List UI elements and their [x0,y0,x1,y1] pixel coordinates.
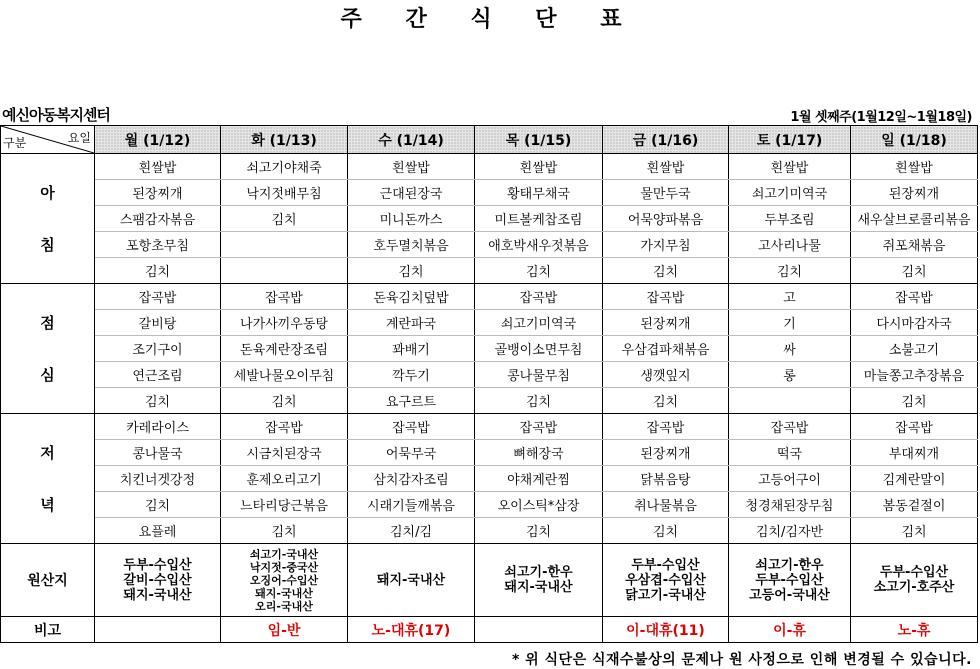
note-cell [475,617,603,643]
menu-item: 김치 [475,258,603,284]
menu-item: 흰쌀밥 [603,154,729,180]
menu-item: 새우살브로콜리볶음 [851,206,978,232]
menu-item: 깍두기 [348,362,475,388]
dinner-row [1,492,978,518]
origin-cell [729,544,851,617]
menu-item: 카레라이스 [95,414,221,440]
day-header: 토 (1/17) [729,126,851,154]
menu-item: 김치 [95,492,221,518]
menu-item: 김치 [221,206,348,232]
note-cell: 이-휴 [729,617,851,643]
menu-item: 김치/김자반 [729,518,851,544]
dinner-row [1,440,978,466]
dinner-row [1,518,978,544]
corner-cell [1,126,95,154]
menu-item: 잡곡밥 [729,414,851,440]
note-cell: 이-대휴(11) [603,617,729,643]
menu-item: 애호박새우젓볶음 [475,232,603,258]
menu-item: 된장찌개 [603,310,729,336]
menu-item: 물만두국 [603,180,729,206]
menu-item: 콩나물무침 [475,362,603,388]
week-period: 1월 셋째주(1월12일~1월18일) [790,110,972,125]
menu-item: 닭볶음탕 [603,466,729,492]
breakfast-label-bottom: 침 [40,235,55,254]
menu-item: 김치 [95,388,221,414]
menu-item: 돈육김치덮밥 [348,284,475,310]
menu-item: 잡곡밥 [475,284,603,310]
origin-line: 낙지젓-중국산 [249,560,319,574]
lunch-row [1,284,978,310]
menu-item: 세발나물오이무침 [221,362,348,388]
menu-table [0,125,978,643]
menu-item: 호두멸치볶음 [348,232,475,258]
breakfast-label [1,154,95,284]
origin-line: 두부-수입산 [631,557,700,573]
origin-line: 오징어-수입산 [249,573,319,587]
menu-item: 나가사끼우동탕 [221,310,348,336]
menu-item: 김치 [95,258,221,284]
menu-item: 어묵양파볶음 [603,206,729,232]
menu-item: 떡국 [729,440,851,466]
origin-line: 갈비-수입산 [123,572,192,588]
menu-body [1,154,978,643]
lunch-row [1,310,978,336]
menu-item: 스팸감자볶음 [95,206,221,232]
menu-item: 김치 [729,258,851,284]
menu-item: 소불고기 [851,336,978,362]
menu-item: 꽈배기 [348,336,475,362]
breakfast-row [1,206,978,232]
origin-cell [851,544,978,617]
menu-item: 잡곡밥 [95,284,221,310]
menu-item: 계란파국 [348,310,475,336]
menu-item: 미트볼케찹조림 [475,206,603,232]
lunch-label [1,284,95,414]
menu-item: 포항초무침 [95,232,221,258]
lunch-label-top: 점 [40,313,55,332]
menu-item: 야채계란찜 [475,466,603,492]
breakfast-label-top: 아 [40,183,55,202]
menu-item: 요구르트 [348,388,475,414]
menu-item: 된장찌개 [851,180,978,206]
menu-item: 가지무침 [603,232,729,258]
menu-item: 싸 [729,336,851,362]
note-row [1,617,978,643]
day-header: 월 (1/12) [95,126,221,154]
menu-item: 김치 [851,388,978,414]
note-cell: 임-반 [221,617,348,643]
menu-item: 돈육계란장조림 [221,336,348,362]
menu-item: 된장찌개 [603,440,729,466]
menu-item: 김치 [851,518,978,544]
menu-item: 치킨너겟강정 [95,466,221,492]
day-header: 화 (1/13) [221,126,348,154]
menu-item: 기 [729,310,851,336]
menu-item: 흰쌀밥 [475,154,603,180]
origin-line: 오리-국내산 [255,599,313,613]
origin-line: 두부-수입산 [755,572,824,588]
menu-item: 뼈해장국 [475,440,603,466]
menu-item: 잡곡밥 [221,414,348,440]
menu-item: 잡곡밥 [851,414,978,440]
menu-item: 부대찌개 [851,440,978,466]
day-header: 목 (1/15) [475,126,603,154]
menu-item: 마늘쫑고추장볶음 [851,362,978,388]
note-cell: 노-휴 [851,617,978,643]
menu-item: 콩나물국 [95,440,221,466]
menu-item: 미니돈까스 [348,206,475,232]
menu-item: 김치 [475,518,603,544]
menu-item: 김치/김 [348,518,475,544]
corner-label-day: 요일 [67,131,91,145]
menu-item: 우삼겹파채볶음 [603,336,729,362]
menu-item: 오이스틱*삼장 [475,492,603,518]
menu-item: 롱 [729,362,851,388]
menu-item: 골뱅이소면무침 [475,336,603,362]
lunch-row [1,362,978,388]
origin-cell [603,544,729,617]
menu-item: 잡곡밥 [348,414,475,440]
menu-item: 쇠고기미역국 [729,180,851,206]
dinner-label-top: 저 [40,443,55,462]
origin-line: 닭고기-국내산 [625,587,706,603]
menu-item: 두부조림 [729,206,851,232]
origin-line: 우삼겹-수입산 [625,572,706,588]
menu-item: 김계란말이 [851,466,978,492]
origin-cell [348,544,475,617]
menu-item: 김치 [851,258,978,284]
menu-item: 김치 [221,388,348,414]
menu-item: 잡곡밥 [851,284,978,310]
menu-item: 잡곡밥 [475,414,603,440]
origin-line: 고등어-국내산 [749,587,830,603]
menu-item: 시금치된장국 [221,440,348,466]
lunch-row [1,388,978,414]
menu-item: 김치 [348,258,475,284]
breakfast-row [1,180,978,206]
origin-line: 두부-수입산 [123,557,192,573]
dinner-row [1,466,978,492]
menu-item: 삼치감자조림 [348,466,475,492]
dinner-label [1,414,95,544]
header-row [1,126,978,154]
menu-item [221,232,348,258]
origin-line: 돼지-국내산 [255,586,313,600]
menu-item: 생깻잎지 [603,362,729,388]
menu-item: 연근조림 [95,362,221,388]
menu-item: 고사리나물 [729,232,851,258]
org-name: 예신아동복지센터 [2,106,110,124]
menu-item: 흰쌀밥 [851,154,978,180]
menu-item: 근대된장국 [348,180,475,206]
menu-item: 다시마감자국 [851,310,978,336]
menu-item: 청경채된장무침 [729,492,851,518]
menu-item: 황태무채국 [475,180,603,206]
breakfast-row [1,154,978,180]
origin-cell [221,544,348,617]
dinner-row [1,414,978,440]
origin-line: 쇠고기-한우 [755,557,824,573]
origin-line: 돼지-국내산 [504,580,573,595]
menu-item: 느타리당근볶음 [221,492,348,518]
origin-label: 원산지 [1,544,95,617]
menu-item: 어묵무국 [348,440,475,466]
breakfast-row [1,258,978,284]
menu-item: 고등어구이 [729,466,851,492]
menu-item: 시래기들깨볶음 [348,492,475,518]
menu-item: 봄동겉절이 [851,492,978,518]
origin-cell [95,544,221,617]
menu-item: 낙지젓배무침 [221,180,348,206]
origin-line: 두부-수입산 [879,565,949,580]
origin-line: 쇠고기-한우 [504,565,573,580]
menu-item: 쇠고기야채죽 [221,154,348,180]
menu-item: 흰쌀밥 [95,154,221,180]
note-cell: 노-대휴(17) [348,617,475,643]
menu-item: 김치 [603,258,729,284]
menu-item: 김치 [221,518,348,544]
corner-label-category: 구분 [3,136,27,150]
menu-item: 쇠고기미역국 [475,310,603,336]
lunch-label-bottom: 심 [40,365,55,384]
menu-item: 갈비탕 [95,310,221,336]
footer-note: * 위 식단은 식재수불상의 문제나 원 사정으로 인해 변경될 수 있습니다. [511,652,972,668]
breakfast-row [1,232,978,258]
menu-item: 잡곡밥 [221,284,348,310]
day-header: 일 (1/18) [851,126,978,154]
menu-item: 된장찌개 [95,180,221,206]
menu-item: 김치 [603,518,729,544]
note-cell [95,617,221,643]
menu-item: 조기구이 [95,336,221,362]
origin-line: 돼지-국내산 [376,572,446,588]
dinner-label-bottom: 녁 [40,495,55,514]
lunch-row [1,336,978,362]
origin-row [1,544,978,617]
day-header: 수 (1/14) [348,126,475,154]
menu-item [729,388,851,414]
menu-item: 흰쌀밥 [729,154,851,180]
origin-line: 소고기-호주산 [873,580,955,595]
menu-item: 요플레 [95,518,221,544]
menu-item: 잡곡밥 [603,284,729,310]
menu-item: 잡곡밥 [603,414,729,440]
origin-line: 쇠고기-국내산 [249,547,319,561]
menu-item: 훈제오리고기 [221,466,348,492]
menu-item: 취나물볶음 [603,492,729,518]
page-title: 주 간 식 단 표 [340,7,640,32]
menu-item: 김치 [475,388,603,414]
day-header: 금 (1/16) [603,126,729,154]
menu-item: 흰쌀밥 [348,154,475,180]
origin-cell [475,544,603,617]
note-label: 비고 [1,617,95,643]
menu-item [221,258,348,284]
menu-item: 김치 [603,388,729,414]
origin-line: 돼지-국내산 [123,587,192,603]
menu-item: 고 [729,284,851,310]
menu-item: 쥐포채볶음 [851,232,978,258]
